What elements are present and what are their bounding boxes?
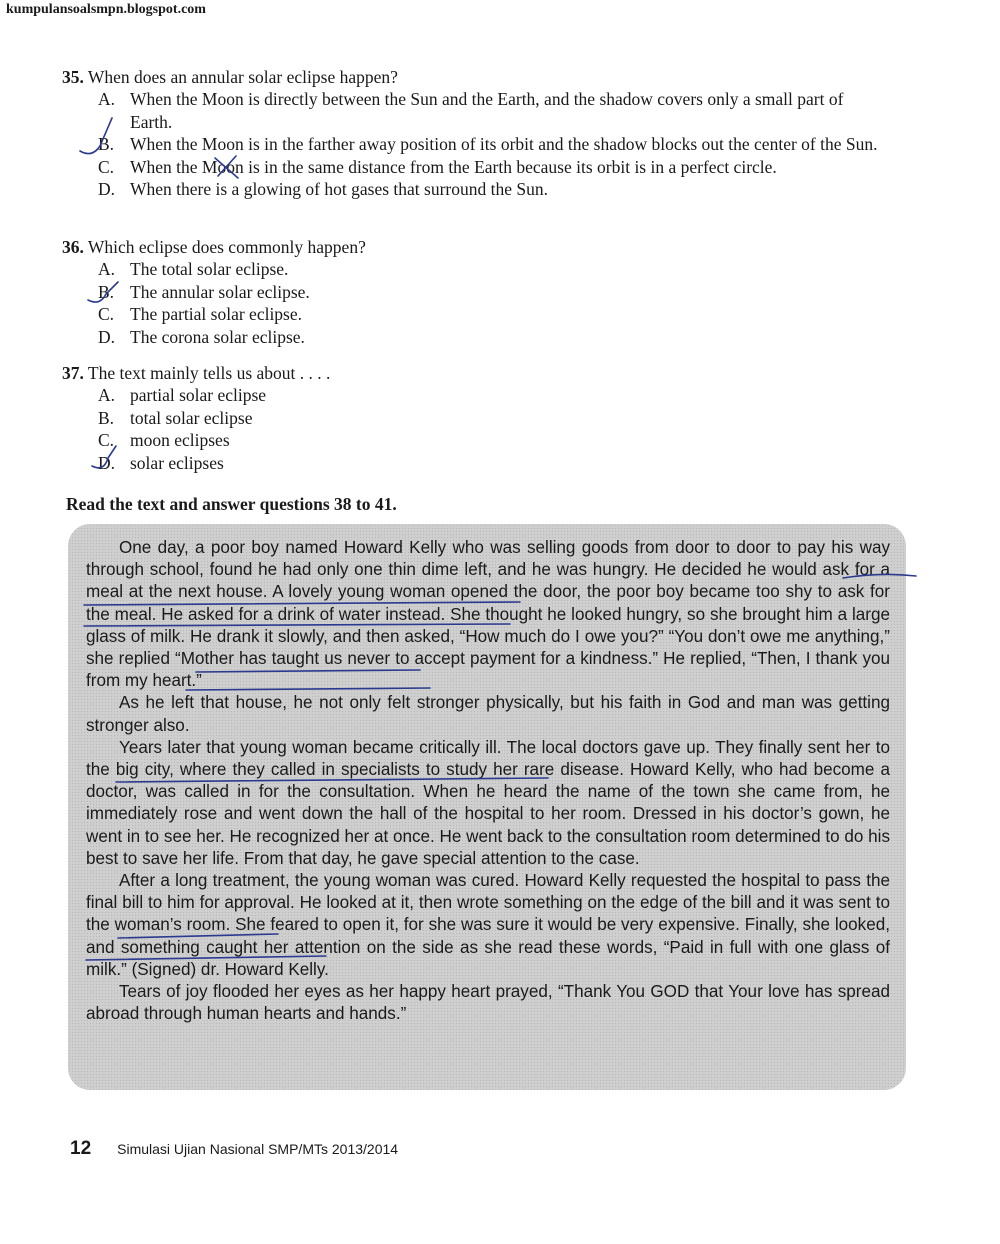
option-text: moon eclipses bbox=[130, 430, 230, 451]
option-letter: C. bbox=[98, 304, 115, 325]
question-number: 35. bbox=[62, 67, 84, 87]
option-text: The corona solar eclipse. bbox=[130, 326, 305, 347]
question-number: 36. bbox=[62, 237, 84, 257]
question-35 bbox=[62, 66, 880, 200]
passage-paragraph: As he left that house, he not only felt stronger physically, but his faith in God and man was getting stronger also. bbox=[86, 693, 890, 735]
reading-passage bbox=[86, 537, 890, 1025]
option-text: total solar eclipse bbox=[130, 407, 253, 428]
question-stem bbox=[62, 66, 880, 88]
question-text: When does an annular solar eclipse happen? bbox=[87, 67, 398, 87]
option-b[interactable] bbox=[62, 281, 880, 303]
option-a[interactable] bbox=[62, 258, 880, 280]
option-list bbox=[62, 384, 880, 474]
option-letter: D. bbox=[98, 179, 116, 200]
question-stem bbox=[62, 236, 880, 258]
footer-title: Simulasi Ujian Nasional SMP/MTs 2013/2014 bbox=[117, 1141, 399, 1157]
option-letter: C. bbox=[98, 430, 115, 451]
option-c[interactable] bbox=[62, 156, 880, 178]
option-letter: B. bbox=[98, 134, 115, 155]
option-text: When the Moon is directly between the Sun and the Earth, and the shadow covers only a small part of Earth. bbox=[130, 89, 844, 132]
passage-paragraph: After a long treatment, the young woman was cured. Howard Kelly requested the hospital to pass the final bill to him for approval. He looked at it, then wrote something on the edge of the bill and it was sent to the woman’s room. She feared to open it, for she was sure it would be very expensive. Finally, she looked, and something caught her attention on the side as she read these words, “Paid in full with one glass of milk.” (Signed) dr. Howard Kelly. bbox=[86, 871, 890, 979]
question-text: The text mainly tells us about . . . . bbox=[87, 363, 331, 383]
option-d[interactable] bbox=[62, 452, 880, 474]
option-b[interactable] bbox=[62, 407, 880, 429]
question-stem bbox=[62, 362, 880, 384]
passage-paragraph: Tears of joy flooded her eyes as her happy heart prayed, “Thank You GOD that Your love has spread abroad through human hearts and hands.” bbox=[86, 982, 890, 1024]
option-text: solar eclipses bbox=[130, 452, 224, 473]
option-list bbox=[62, 88, 880, 200]
option-d[interactable] bbox=[62, 178, 880, 200]
option-text: When the Moon is in the same distance from the Earth because its orbit is in a perfect circle. bbox=[130, 156, 777, 177]
option-letter: D. bbox=[98, 326, 116, 347]
passage-paragraph: Years later that young woman became critically ill. The local doctors gave up. They finally sent her to the big city, where they called in specialists to study her rare disease. Howard Kelly, who had become a doctor, was called in for the consultation. When he heard the name of the town she came from, he immediately rose and went down the hall of the hospital to her room. Dressed in his doctor’s gown, he went in to see her. He recognized her at once. He went back to the consultation room determined to do his best to save her life. From that day, he gave special attention to the case. bbox=[86, 737, 890, 868]
option-text: The partial solar eclipse. bbox=[130, 304, 303, 325]
option-d[interactable] bbox=[62, 326, 880, 348]
page-number: 12 bbox=[70, 1138, 92, 1159]
option-letter: B. bbox=[98, 281, 115, 302]
option-text: The total solar eclipse. bbox=[130, 259, 289, 280]
site-watermark: kumpulansoalsmpn.blogspot.com bbox=[6, 2, 206, 17]
option-a[interactable] bbox=[62, 384, 880, 406]
question-text: Which eclipse does commonly happen? bbox=[87, 237, 366, 257]
page-footer bbox=[70, 1138, 398, 1160]
option-text: partial solar eclipse bbox=[130, 385, 267, 406]
option-a[interactable] bbox=[62, 88, 880, 133]
option-text: The annular solar eclipse. bbox=[130, 281, 310, 302]
option-letter: A. bbox=[98, 259, 116, 280]
reading-instruction: Read the text and answer questions 38 to 41. bbox=[66, 494, 397, 514]
question-36 bbox=[62, 236, 880, 348]
option-c[interactable] bbox=[62, 429, 880, 451]
option-text: When the Moon is in the farther away position of its orbit and the shadow blocks out the center of the Sun. bbox=[130, 134, 878, 155]
option-letter: B. bbox=[98, 407, 115, 428]
option-letter: D. bbox=[98, 452, 116, 473]
option-c[interactable] bbox=[62, 303, 880, 325]
question-37 bbox=[62, 362, 880, 474]
option-letter: A. bbox=[98, 385, 116, 406]
question-number: 37. bbox=[62, 363, 84, 383]
option-b[interactable] bbox=[62, 133, 880, 155]
option-letter: A. bbox=[98, 89, 116, 110]
option-text: When there is a glowing of hot gases that surround the Sun. bbox=[130, 179, 548, 200]
option-letter: C. bbox=[98, 156, 115, 177]
passage-paragraph: One day, a poor boy named Howard Kelly who was selling goods from door to door to pay his way through school, found he had only one thin dime left, and he was hungry. He decided he would ask for a meal at the next house. A lovely young woman opened the door, the poor boy became too shy to ask for the meal. He asked for a drink of water instead. She thought he looked hungry, so she brought him a large glass of milk. He drank it slowly, and then asked, “How much do I owe you?” “You don’t owe me anything,” she replied “Mother has taught us never to accept payment for a kindness.” He replied, “Then, I thank you from my heart.” bbox=[86, 538, 890, 691]
option-list bbox=[62, 258, 880, 348]
